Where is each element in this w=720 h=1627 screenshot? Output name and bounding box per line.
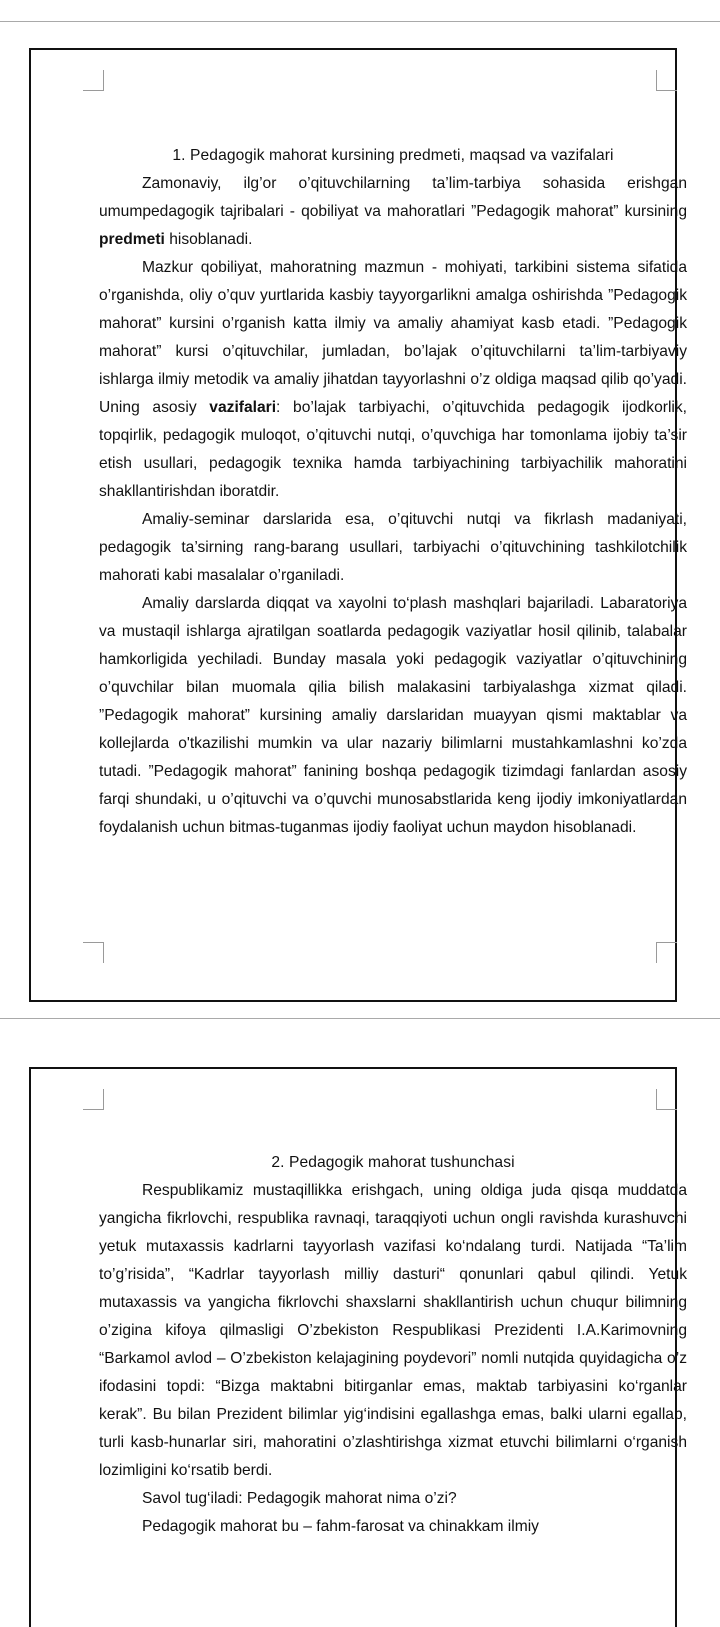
- paragraph-6: Savol tug‘iladi: Pedagogik mahorat nima o’zi?: [142, 1490, 457, 1507]
- paragraph-2-bold: vazifalari: [209, 399, 277, 416]
- page-2-text: [99, 1149, 687, 1541]
- paragraph-2: [99, 254, 687, 506]
- section-heading-1: 1. Pedagogik mahorat kursining predmeti, maqsad va vazifalari: [172, 147, 614, 164]
- paragraph-4: Amaliy darslarda diqqat va xayolni to‘plash mashqlari bajariladi. Labaratoriya va mustaqil ishlarga ajratilgan soatlarda pedagogik vaziyatlar hosil qilinib, talabalar hamkorligida yechiladi. Bunday masala yoki pedagogik vaziyatlar o’qituvchining o’quvchilar bilan muomala qilia bilish malakasini tarbiyalashga xizmat qiladi. ”Pedagogik mahorat” kursining amaliy darslaridan muayyan qismi maktablar va kollejlarda o'tkazilishi mumkin va ular nazariy bilimlarni mustahkamlashni ko’zda tutadi. ”Pedagogik mahorat” fanining boshqa pedagogik tizimdagi fanlardan asosiy farqi shundaki, u o’qituvchi va o’quvchi munosabstlarida keng ijodiy imkoniyatlardan foydalanish uchun bitmas-tuganmas ijodiy faoliyat uchun maydon hisoblanadi.: [99, 595, 687, 836]
- crop-mark-top-right: [656, 1089, 677, 1110]
- page-top-divider: [0, 21, 720, 22]
- paragraph-1: [99, 170, 687, 254]
- paragraph-7: Pedagogik mahorat bu – fahm-farosat va chinakkam ilmiy: [142, 1518, 539, 1535]
- paragraph-3: Amaliy-seminar darslarida esa, o’qituvchi nutqi va fikrlash madaniyati, pedagogik ta’sirning rang-barang usullari, tarbiyachi o’qituvchining tashkilotchilik mahorati kabi masalalar o’rganiladi.: [99, 511, 687, 584]
- paragraph-5: Respublikamiz mustaqillikka erishgach, uning oldiga juda qisqa muddatda yangicha fikrlovchi, respublika ravnaqi, taraqqiyoti uchun ongli ravishda kurashuvchi yetuk mutaxassis kadrlarni tayyorlash vazifasi ko‘ndalang turdi. Natijada “Ta’lim to’g’risida”, “Kadrlar tayyorlash milliy dasturi“ qonunlari qabul qilindi. Yetuk mutaxassis va yangicha fikrlovchi shaxslarni shakllantirish uchun chuqur bilimning o’zigina kifoya qilmasligi O’zbekiston Respublikasi Prezidenti I.A.Karimovning “Barkamol avlod – O’zbekiston kelajagining poydevori” nomli nutqida quyidagicha o’z ifodasini topdi: “Bizga maktabni bitirganlar emas, maktab tarbiyasini ko‘rganlar kerak”. Bu bilan Prezident bilimlar yig‘indisini egallashga emas, balki ularni egallab, turli kasb-hunarlar siri, mahoratini o’zlashtirishga xizmat etuvchi bilimlarni o‘rganish lozimligini ko‘rsatib berdi.: [99, 1182, 687, 1479]
- document-page-2: [29, 1067, 687, 1627]
- document-page-1: [29, 48, 688, 1002]
- crop-mark-bottom-left: [83, 942, 104, 963]
- page-break-divider: [0, 1018, 720, 1019]
- crop-mark-top-right: [656, 70, 677, 91]
- crop-mark-top-left: [83, 1089, 104, 1110]
- paragraph-2-tail: : bo’lajak tarbiyachi, o’qituvchida pedagogik ijodkorlik, topqirlik, pedagogik muloqot, o’qituvchi nutqi, o’quvchiga har tomonlama ijobiy ta’sir etish usullari, pedagogik texnika hamda tarbiyachining tarbiyachilik mahoratini shakllantirishdan iboratdir.: [99, 399, 688, 500]
- crop-mark-bottom-right: [656, 942, 677, 963]
- section-heading-2: 2. Pedagogik mahorat tushunchasi: [271, 1154, 515, 1171]
- paragraph-1-tail: hisoblanadi.: [164, 231, 253, 248]
- crop-mark-top-left: [83, 70, 104, 91]
- paragraph-1-bold: predmeti: [99, 231, 165, 248]
- page-1-text: [99, 142, 687, 842]
- paragraph-1-text: Zamonaviy, ilg’or o’qituvchilarning ta’lim-tarbiya sohasida erishgan umumpedagogik tajribalari - qobiliyat va mahoratlari ”Pedagogik mahorat” kursining: [99, 175, 687, 220]
- paragraph-2-text: Mazkur qobiliyat, mahoratning mazmun - mohiyati, tarkibini sistema sifatida o’rganishda, oliy o’quv yurtlarida kasbiy tayyorgarlikni amalga oshirishda ”Pedagogik mahorat” kursini o’rganish katta ilmiy va amaliy ahamiyat kasb etadi. ”Pedagogik mahorat” kursi o’qituvchilar, jumladan, bo’lajak o’qituvchilarni ta’lim-tarbiyaviy ishlarga ilmiy metodik va amaliy jihatdan tayyorlashni o’z oldiga maqsad qilib qo’yadi. Uning asosiy: [99, 259, 687, 416]
